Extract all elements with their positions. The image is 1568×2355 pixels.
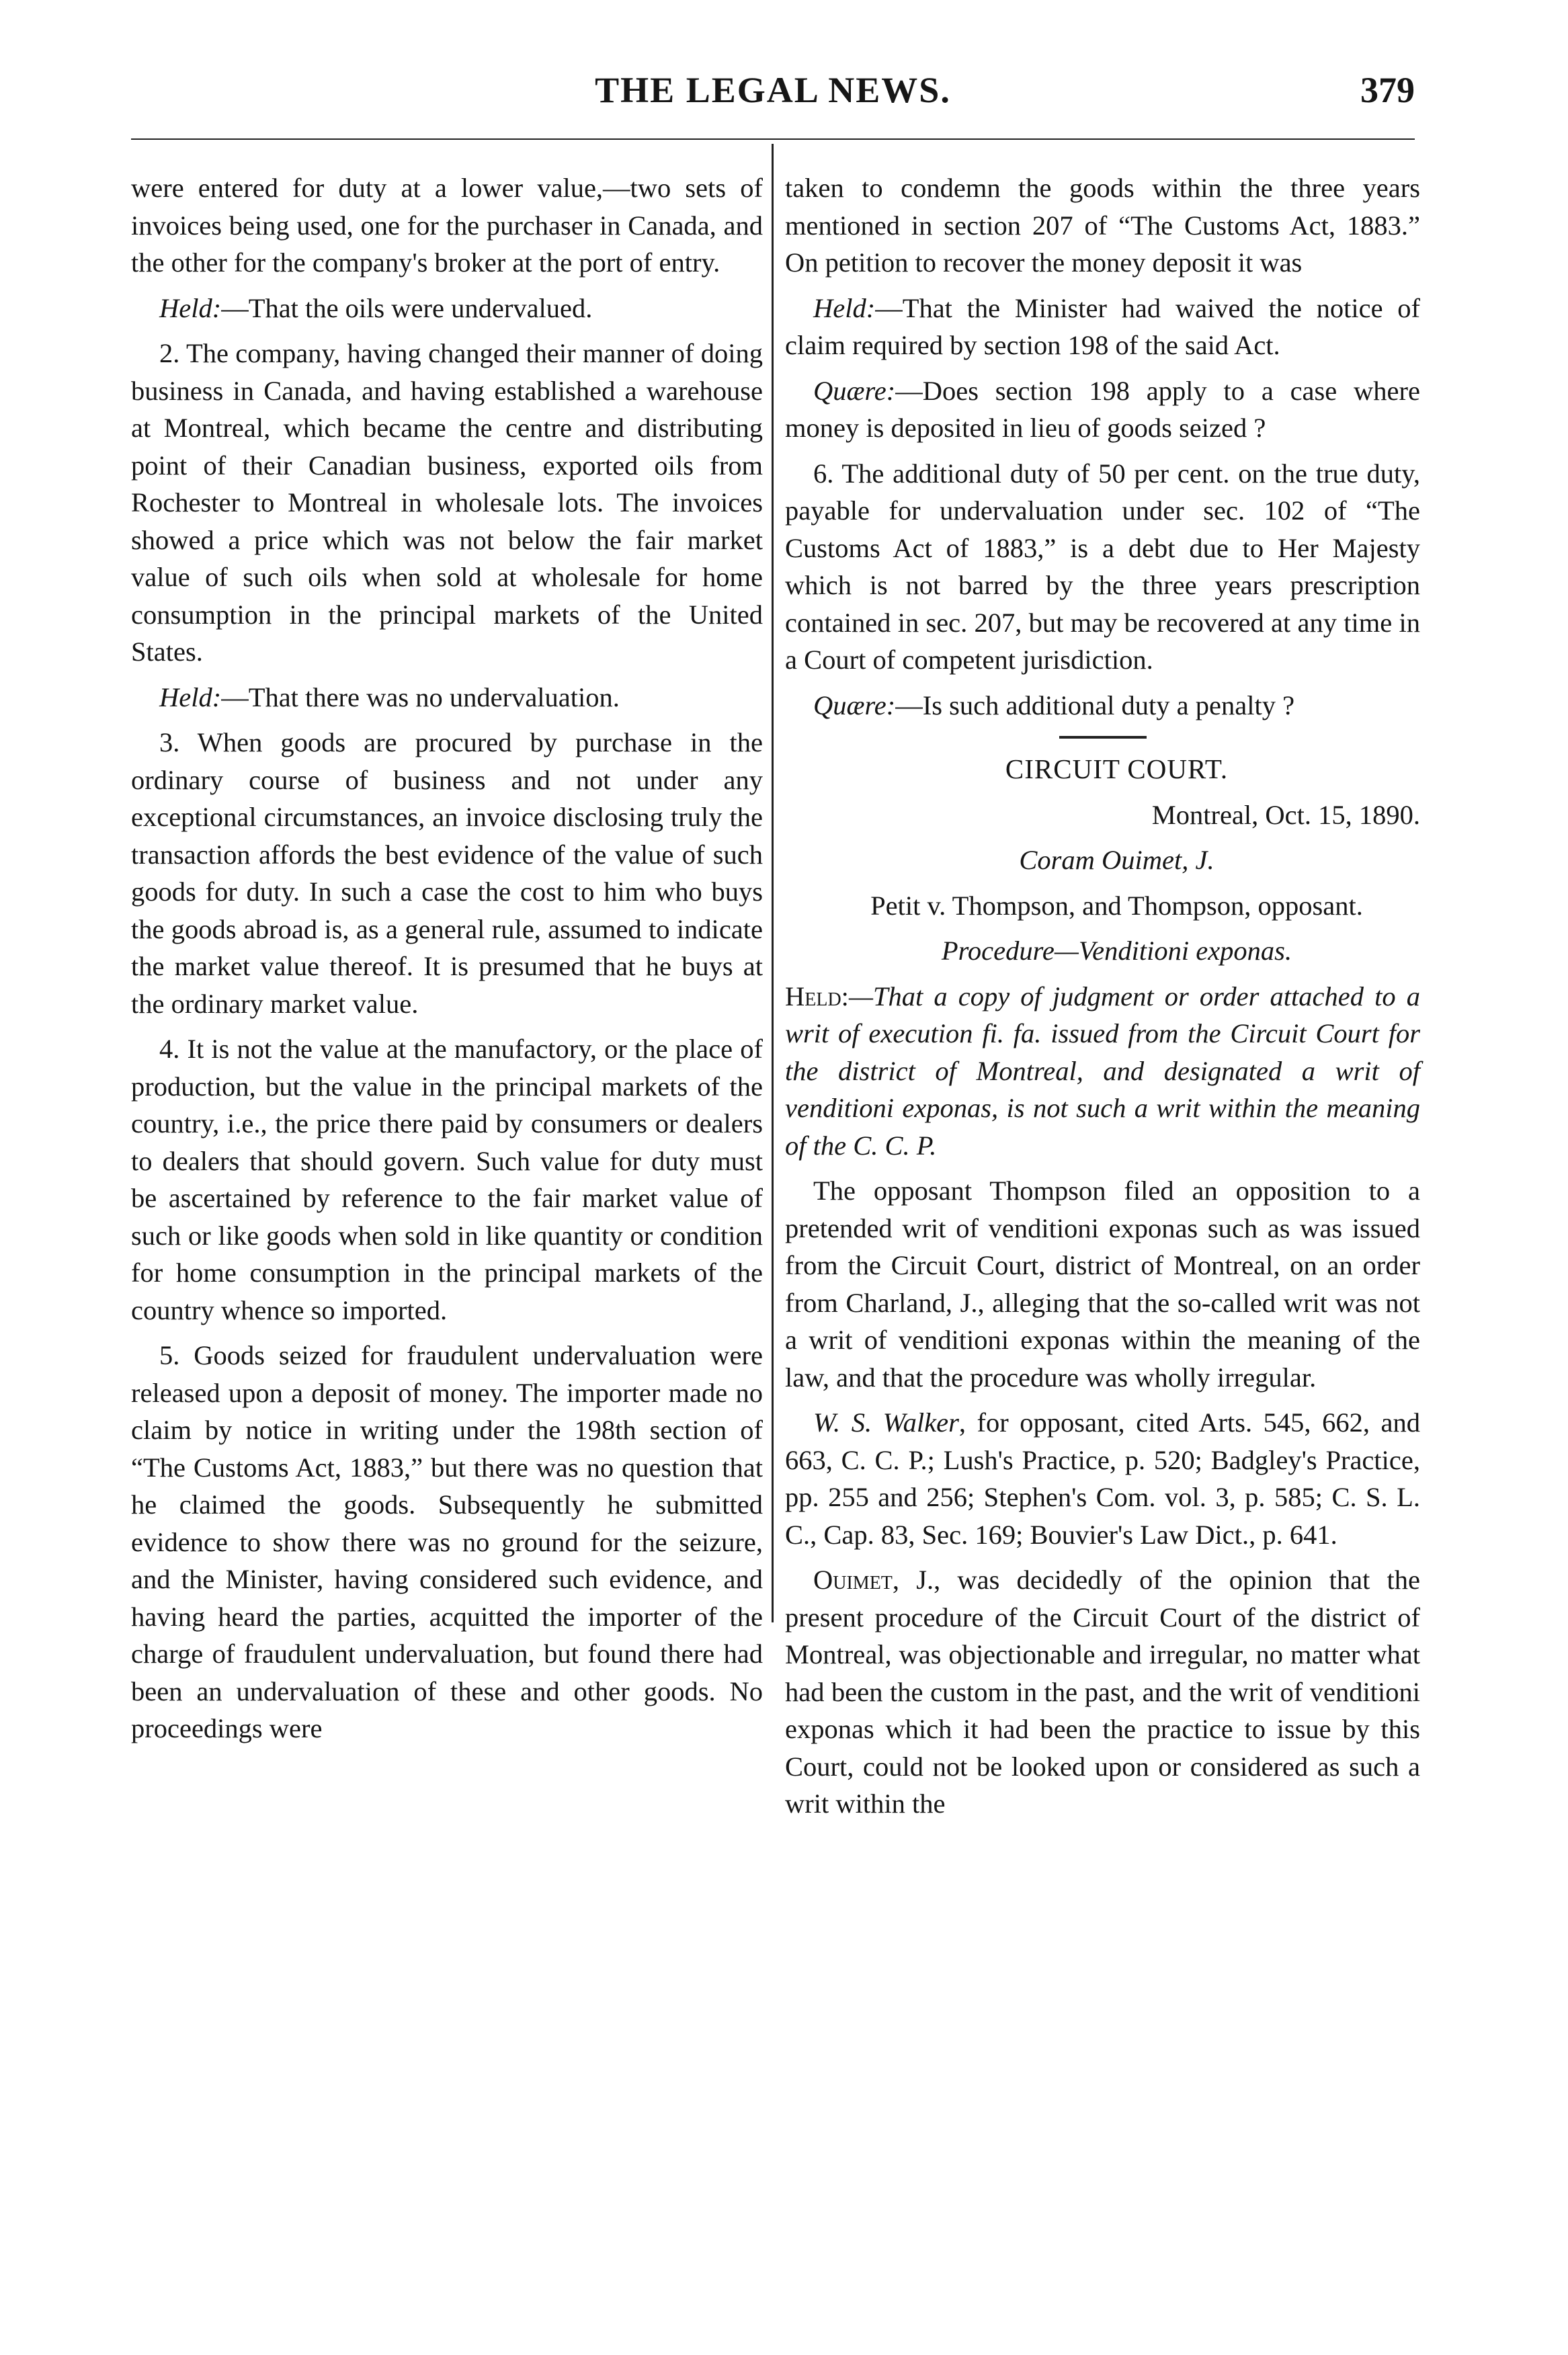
court-place-date: Montreal, Oct. 15, 1890. <box>1151 799 1420 830</box>
counsel-name: W. S. Walker <box>813 1407 959 1438</box>
quaere-label: Quære: <box>813 375 896 406</box>
paragraph-2: 2. The company, having changed their manner of doing business in Canada, and having established a warehouse at Montreal, which became the centre and distributing point of their Canadian business, exported oils from Rochester to Montreal in wholesale lots. The invoices showed a price which was not below the fair market value of such oils when sold at wholesale for home consumption in the principal markets of the United States. <box>131 338 763 667</box>
held-paragraph <box>131 679 763 716</box>
held-text: —That the Minister had waived the notice of claim required by section 198 of the said Act. <box>785 292 1420 360</box>
paragraph-4: 4. It is not the value at the manufactory, or the place of production, but the value in the principal markets of the country, i.e., the price there paid by consumers or dealers to dealers that should govern. Such value for duty must be ascertained by reference to the fair market value of such or like goods when sold in like quantity or condition for home consumption in the principal markets of the country whence so imported. <box>131 1034 763 1325</box>
judgment-text: , J., was decidedly of the opinion that the present procedure of the Circuit Court of the district of Montreal, was objectionable and irregular, no matter what had been the custom in the past, and the writ of venditioni exponas which it had been the practice to issue by this Court, could not be looked upon or considered as such a writ within the <box>785 1565 1420 1819</box>
paragraph-5: 5. Goods seized for fraudulent undervaluation were released upon a deposit of money. The importer made no claim by notice in writing under the 198th section of “The Customs Act, 1883,” but there was no question that he claimed the goods. Subsequently he submitted evidence to show there was no ground for the seizure, and the Minister, having considered such evidence, and having heard the parties, acquitted the importer of the charge of fraudulent undervaluation, but found there had been an undervaluation of these and other goods. No proceedings were <box>131 1340 763 1743</box>
paragraph-3: 3. When goods are procured by purchase in the ordinary course of business and not under any exceptional circumstances, an invoice disclosing truly the transaction affords the best evidence of the value of such goods for duty. In such a case the cost to him who buys the goods abroad is, as a general rule, assumed to indicate the market value thereof. It is presumed that he buys at the ordinary market value. <box>131 727 763 1019</box>
case-parties: Petit v. Thompson, and Thompson, opposant. <box>870 890 1363 921</box>
paragraph-counsel <box>785 1404 1420 1553</box>
judge-name: Ouimet <box>813 1565 893 1595</box>
paragraph-6: 6. The additional duty of 50 per cent. on the true duty, payable for undervaluation under sec. 102 of “The Customs Act of 1883,” is a debt due to Her Majesty which is not barred by the three years prescription contained in sec. 207, but may be recovered at any time in a Court of competent jurisdiction. <box>785 458 1420 675</box>
held-paragraph <box>131 290 763 327</box>
headnote-text: —That a copy of judgment or order attached to a writ of execution fi. fa. issued from the Circuit Court for the district of Montreal, and designated a writ of venditioni exponas, is not such a writ within the meaning of the C. C. P. <box>785 981 1420 1161</box>
section-rule <box>1059 736 1147 739</box>
paragraph-continuation: were entered for duty at a lower value,—two sets of invoices being used, one for the purchaser in Canada, and the other for the company's broker at the port of entry. <box>131 173 763 278</box>
right-column <box>785 169 1420 1831</box>
paragraph-opposition: The opposant Thompson filed an opposition to a pretended writ of venditioni exponas such as was issued from the Circuit Court, district of Montreal, on an order from Charland, J., alleging that the so-called writ was not a writ of venditioni exponas within the meaning of the law, and that the procedure was wholly irregular. <box>785 1175 1420 1393</box>
left-column <box>131 169 763 1755</box>
held-label: Held: <box>159 681 222 712</box>
quaere-paragraph <box>785 372 1420 447</box>
paragraph-continuation: taken to condemn the goods within the three years mentioned in section 207 of “The Customs Act, 1883.” On petition to recover the money deposit it was <box>785 173 1420 278</box>
quaere-text: —Does section 198 apply to a case where money is deposited in lieu of goods seized ? <box>785 375 1420 443</box>
held-paragraph <box>785 290 1420 364</box>
quaere-text: —Is such additional duty a penalty ? <box>895 690 1295 720</box>
case-subject: Procedure—Venditioni exponas. <box>941 936 1292 966</box>
held-label: Held: <box>813 292 876 323</box>
header-rule <box>131 138 1415 140</box>
held-label: Held: <box>159 292 222 323</box>
held-text: —That the oils were undervalued. <box>221 292 593 323</box>
running-title: THE LEGAL NEWS. <box>595 70 951 110</box>
court-coram: Coram Ouimet, J. <box>1019 845 1214 875</box>
counsel-text: , for opposant, cited Arts. 545, 662, and 663, C. C. P.; Lush's Practice, p. 520; Badgley's Practice, pp. 255 and 256; Stephen's Com. vol. 3, p. 585; C. S. L. C., Cap. 83, Sec. 169; Bouvier's Law Dict., p. 641. <box>785 1407 1420 1550</box>
held-text: —That there was no undervaluation. <box>221 681 620 712</box>
paragraph-judgment <box>785 1561 1420 1823</box>
court-title: CIRCUIT COURT. <box>1005 753 1229 784</box>
headnote-label: Held: <box>785 981 849 1011</box>
column-divider <box>772 144 774 1622</box>
quaere-paragraph <box>785 687 1420 725</box>
headnote <box>785 978 1420 1165</box>
running-head <box>131 64 1415 118</box>
quaere-label: Quære: <box>813 690 896 720</box>
page-number: 379 <box>1360 70 1415 110</box>
